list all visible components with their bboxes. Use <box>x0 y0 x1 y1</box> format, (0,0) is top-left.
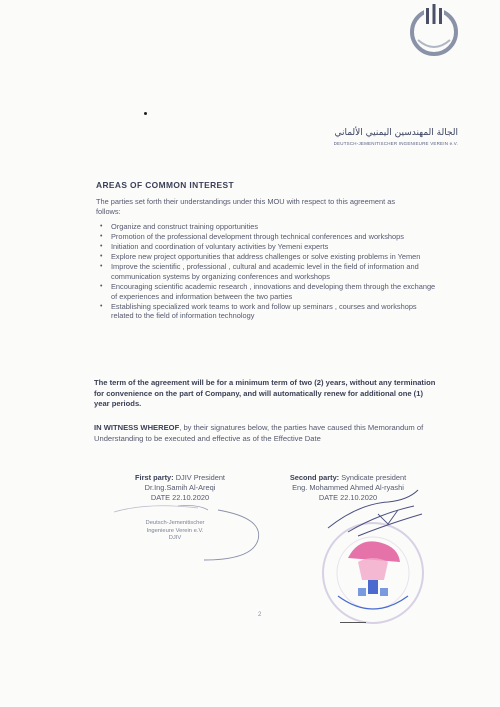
section-intro: The parties set forth their understandings under this MOU with respect to this agreement as follows: <box>96 197 396 216</box>
list-item <box>96 282 436 301</box>
second-party-signature-icon <box>318 484 428 544</box>
witness-lead: IN WITNESS WHEREOF <box>94 423 180 432</box>
djiv-logo-icon <box>404 0 464 58</box>
interests-list <box>96 222 436 321</box>
term-paragraph: The term of the agreement will be for a minimum term of two (2) years, without any termination for convenience on the part of Company, and will automatically renew for additional one (1) year periods. <box>94 378 436 408</box>
org-name-english: DEUTSCH-JEMENITISCHER INGENIEURE VEREIN e.V. <box>333 141 458 146</box>
first-party-date: DATE 22.10.2020 <box>150 493 210 502</box>
stamp-line: DJIV <box>168 535 182 542</box>
list-item-text: Initiation and coordination of voluntary activities by Yemeni experts <box>111 242 329 252</box>
first-party-role: DJIV President <box>175 473 225 482</box>
list-item <box>96 232 436 242</box>
bullet-icon: • <box>100 283 103 291</box>
stray-dot <box>144 112 147 115</box>
list-item-text: Explore new project opportunities that address challenges or solve existing problems in Yemen <box>111 252 421 262</box>
org-name-arabic: الجالة المهندسين اليمنيي الألماني <box>334 128 458 138</box>
list-item <box>96 222 436 232</box>
section-title: AREAS OF COMMON INTEREST <box>96 180 235 190</box>
second-party-title <box>268 473 428 483</box>
list-item-text: Improve the scientific , professional , cultural and academic level in the field of information and communication systems by organizing conferences and workshops <box>111 262 419 281</box>
first-party-label: First party: <box>135 473 174 482</box>
witness-rest: , by their signatures below, the parties have caused this Memorandum of Understanding to be executed and effective as of the Effective Date <box>94 423 424 443</box>
first-party-block <box>100 473 260 503</box>
second-party-role: Syndicate president <box>341 473 407 482</box>
second-party-name: Eng. Mohammed Ahmed Al-ryashi <box>292 483 404 492</box>
bullet-icon: • <box>100 243 103 251</box>
list-item <box>96 302 436 321</box>
bullet-icon: • <box>100 233 103 241</box>
list-item <box>96 252 436 262</box>
page-number: 2 <box>258 612 262 618</box>
first-party-title <box>100 473 260 483</box>
list-item-text: Organize and construct training opportunities <box>111 222 259 231</box>
first-party-name: Dr.Ing.Samih Al-Areqi <box>144 483 216 492</box>
bullet-icon: • <box>100 263 103 271</box>
divider <box>340 622 366 623</box>
list-item <box>96 242 436 252</box>
list-item-text: Encouraging scientific academic research , innovations and developing them through the exchange of experiences and information between the two parties <box>111 282 436 301</box>
bullet-icon: • <box>100 253 103 261</box>
first-party-stamp-text <box>120 520 230 543</box>
bullet-icon: • <box>100 302 103 310</box>
stamp-line: Deutsch-Jemenitischer <box>145 520 205 526</box>
second-party-label: Second party: <box>289 473 340 482</box>
witness-paragraph <box>94 423 444 444</box>
stamp-line: Ingenieure Verein e.V. <box>146 527 204 534</box>
bullet-icon: • <box>100 223 103 230</box>
list-item-text: Establishing specialized work teams to work and follow up seminars , courses and workshops related to the field of information technology <box>111 301 417 321</box>
list-item-text: Promotion of the professional development through technical conferences and workshops <box>111 232 404 242</box>
list-item <box>96 262 436 281</box>
second-party-date: DATE 22.10.2020 <box>318 493 378 502</box>
